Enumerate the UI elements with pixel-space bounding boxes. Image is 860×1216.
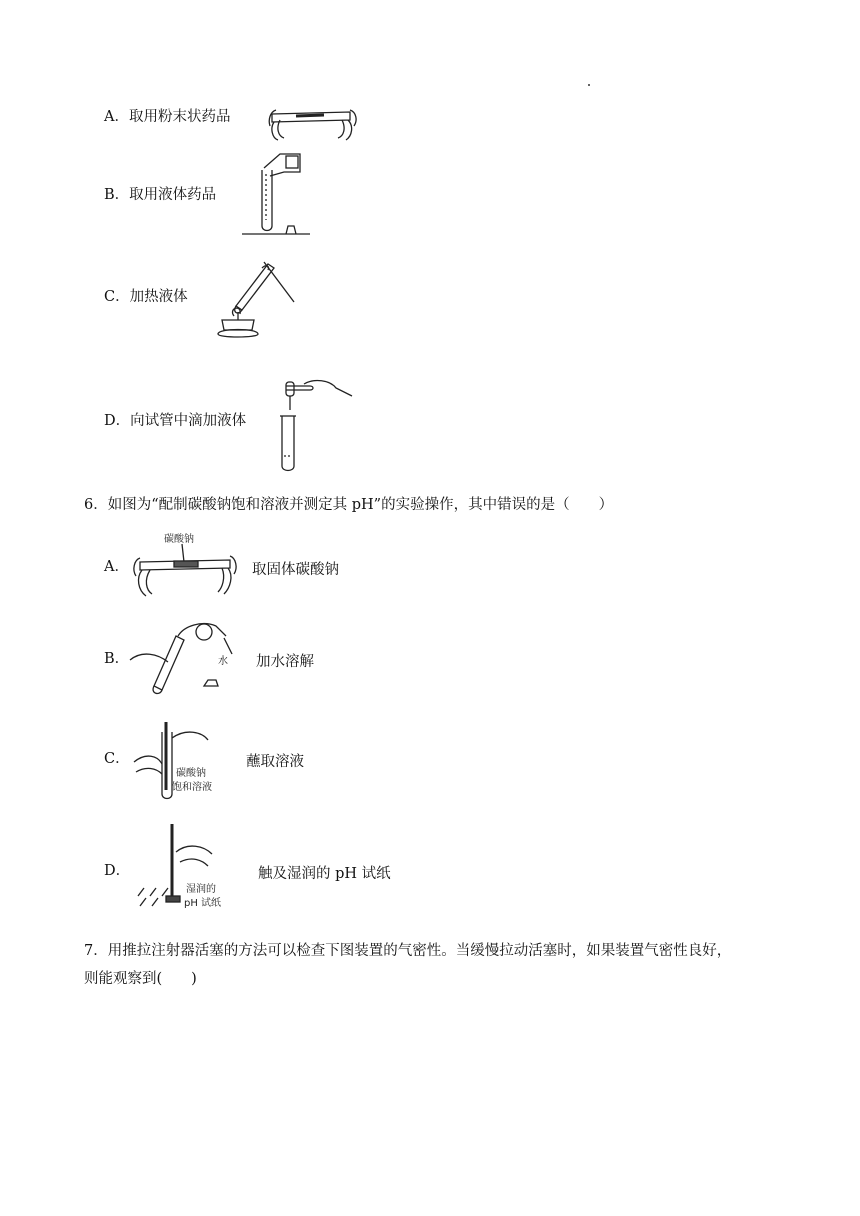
powder-taking-icon [266,100,358,144]
option-text: 取用液体药品 [129,187,217,203]
fig-label-saturated-solution: 饱和溶液 [172,782,212,793]
option-letter: A． [104,109,129,125]
question-7-stem-line-2: 则能观察到( ) [84,971,197,987]
option-letter: C． [104,289,130,305]
dip-solution-icon [132,720,236,804]
option-text: 向试管中滴加液体 [130,413,247,429]
option-letter: D． [104,413,131,429]
q6-option-c-text: 蘸取溶液 [246,754,304,770]
q5-option-a [104,108,230,126]
q6-option-c-letter: C． [104,751,130,767]
q5-option-d [104,412,246,430]
dropping-liquid-icon [274,376,354,472]
q5-option-b [104,186,216,204]
q6-option-d-text: 触及湿润的 pH 试纸 [258,866,391,882]
q6-option-b-text: 加水溶解 [256,654,314,670]
take-solid-icon [130,530,238,606]
q6-option-b-letter: B． [104,651,130,667]
q5-option-c [104,288,188,306]
heating-liquid-icon [214,254,298,338]
q6-option-d-letter: D． [104,863,131,879]
fig-label-water: 水 [218,656,228,667]
q6-option-a-text: 取固体碳酸钠 [252,562,339,578]
question-7-stem-line-1: 7．用推拉注射器活塞的方法可以检查下图装置的气密性。当缓慢拉动活塞时，如果装置气密性良好， [84,943,732,959]
fig-label-sodium-carbonate: 碳酸钠 [164,534,194,545]
liquid-pouring-icon [240,150,312,238]
add-water-icon [128,616,240,696]
option-letter: B． [104,187,130,203]
fig-label-sodium-carbonate-2: 碳酸钠 [176,768,206,779]
question-6-stem: 6．如图为“配制碳酸钠饱和溶液并测定其 pH”的实验操作，其中错误的是（ ） [84,497,614,513]
ph-paper-icon [132,822,242,914]
option-text: 取用粉末状药品 [128,109,231,125]
q6-option-a-letter: A． [104,559,129,575]
page-mark [588,84,590,86]
option-text: 加热液体 [129,289,188,305]
fig-label-ph-paper: pH 试纸 [184,898,222,909]
fig-label-moist: 湿润的 [186,884,216,895]
